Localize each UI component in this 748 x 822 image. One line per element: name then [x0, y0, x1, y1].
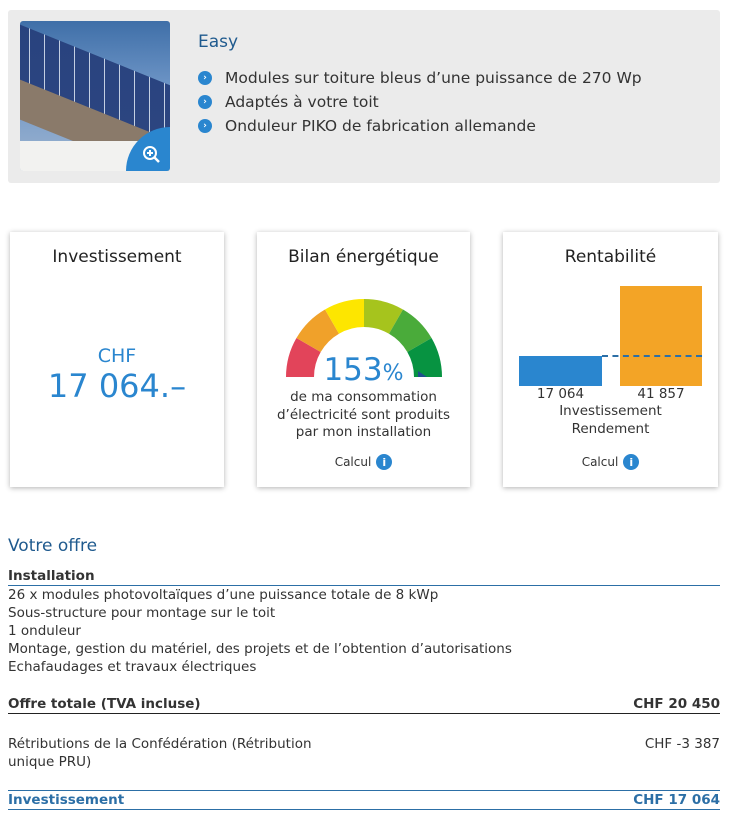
- profit-calc-link[interactable]: [503, 454, 718, 470]
- subsidy-row: [8, 735, 720, 771]
- percent-value: 153: [323, 352, 383, 388]
- gauge-percent: [257, 352, 470, 388]
- investment-amount: 17 064.–: [47, 367, 187, 405]
- card-title: Investissement: [52, 247, 182, 267]
- profitability-card: [503, 232, 718, 487]
- percent-sign: %: [382, 361, 404, 386]
- feature-item: [198, 90, 642, 114]
- card-title: Rentabilité: [564, 247, 657, 267]
- offer-item: 1 onduleur: [8, 623, 81, 639]
- investment-row: [8, 790, 720, 810]
- energy-calc-link[interactable]: [257, 454, 470, 470]
- product-title: Easy: [198, 32, 239, 52]
- offer-item: Echafaudages et travaux électriques: [8, 659, 257, 675]
- chevron-right-icon: ›: [198, 119, 212, 133]
- offer-title: Votre offre: [8, 536, 98, 556]
- gauge-caption: par mon installation: [295, 424, 432, 440]
- investment-value: CHF 17 064: [633, 792, 720, 808]
- investment-level-line: [602, 355, 702, 357]
- calc-label: Calcul: [581, 455, 619, 469]
- feature-text: Adaptés à votre toit: [225, 93, 379, 111]
- product-summary: [8, 10, 720, 183]
- offer-item: Montage, gestion du matériel, des projets et de l’obtention d’autorisations: [8, 641, 512, 657]
- investment-bar-label: 17 064: [536, 386, 585, 402]
- investment-bar: [519, 356, 602, 386]
- product-photo[interactable]: [20, 21, 170, 171]
- info-icon[interactable]: i: [623, 454, 639, 470]
- offer-item: 26 x modules photovoltaïques d’une puissance totale de 8 kWp: [8, 587, 439, 603]
- feature-text: Modules sur toiture bleus d’une puissance de 270 Wp: [225, 69, 642, 87]
- total-label: Offre totale (TVA incluse): [8, 696, 201, 712]
- energy-balance-card: [257, 232, 470, 487]
- return-bar-label: 41 857: [637, 386, 685, 402]
- total-value: CHF 20 450: [633, 696, 720, 712]
- feature-item: [198, 114, 642, 138]
- subsidy-label: unique PRU): [8, 754, 92, 770]
- installation-header: [8, 568, 720, 586]
- total-row: [8, 696, 720, 714]
- offer-item: Sous-structure pour montage sur le toit: [8, 605, 276, 621]
- feature-list: [198, 66, 642, 138]
- investment-card: [10, 232, 224, 487]
- currency: CHF: [97, 345, 137, 367]
- info-icon[interactable]: i: [376, 454, 392, 470]
- chevron-right-icon: ›: [198, 95, 212, 109]
- feature-text: Onduleur PIKO de fabrication allemande: [225, 117, 536, 135]
- legend-investment: Investissement: [559, 403, 662, 419]
- subsidy-value: CHF -3 387: [644, 736, 720, 752]
- calc-label: Calcul: [334, 455, 372, 469]
- subsidy-label: Rétributions de la Confédération (Rétribution: [8, 736, 312, 752]
- gauge-caption: d’électricité sont produits: [276, 406, 451, 423]
- chevron-right-icon: ›: [198, 71, 212, 85]
- installation-items: [8, 586, 512, 676]
- investment-label: Investissement: [8, 792, 125, 808]
- zoom-in-icon: [142, 145, 162, 165]
- installation-label: Installation: [8, 568, 95, 584]
- card-title: Bilan énergétique: [288, 247, 439, 267]
- return-bar: [620, 286, 702, 386]
- legend-return: Rendement: [571, 420, 650, 437]
- gauge-caption: de ma consommation: [290, 389, 437, 405]
- feature-item: [198, 66, 642, 90]
